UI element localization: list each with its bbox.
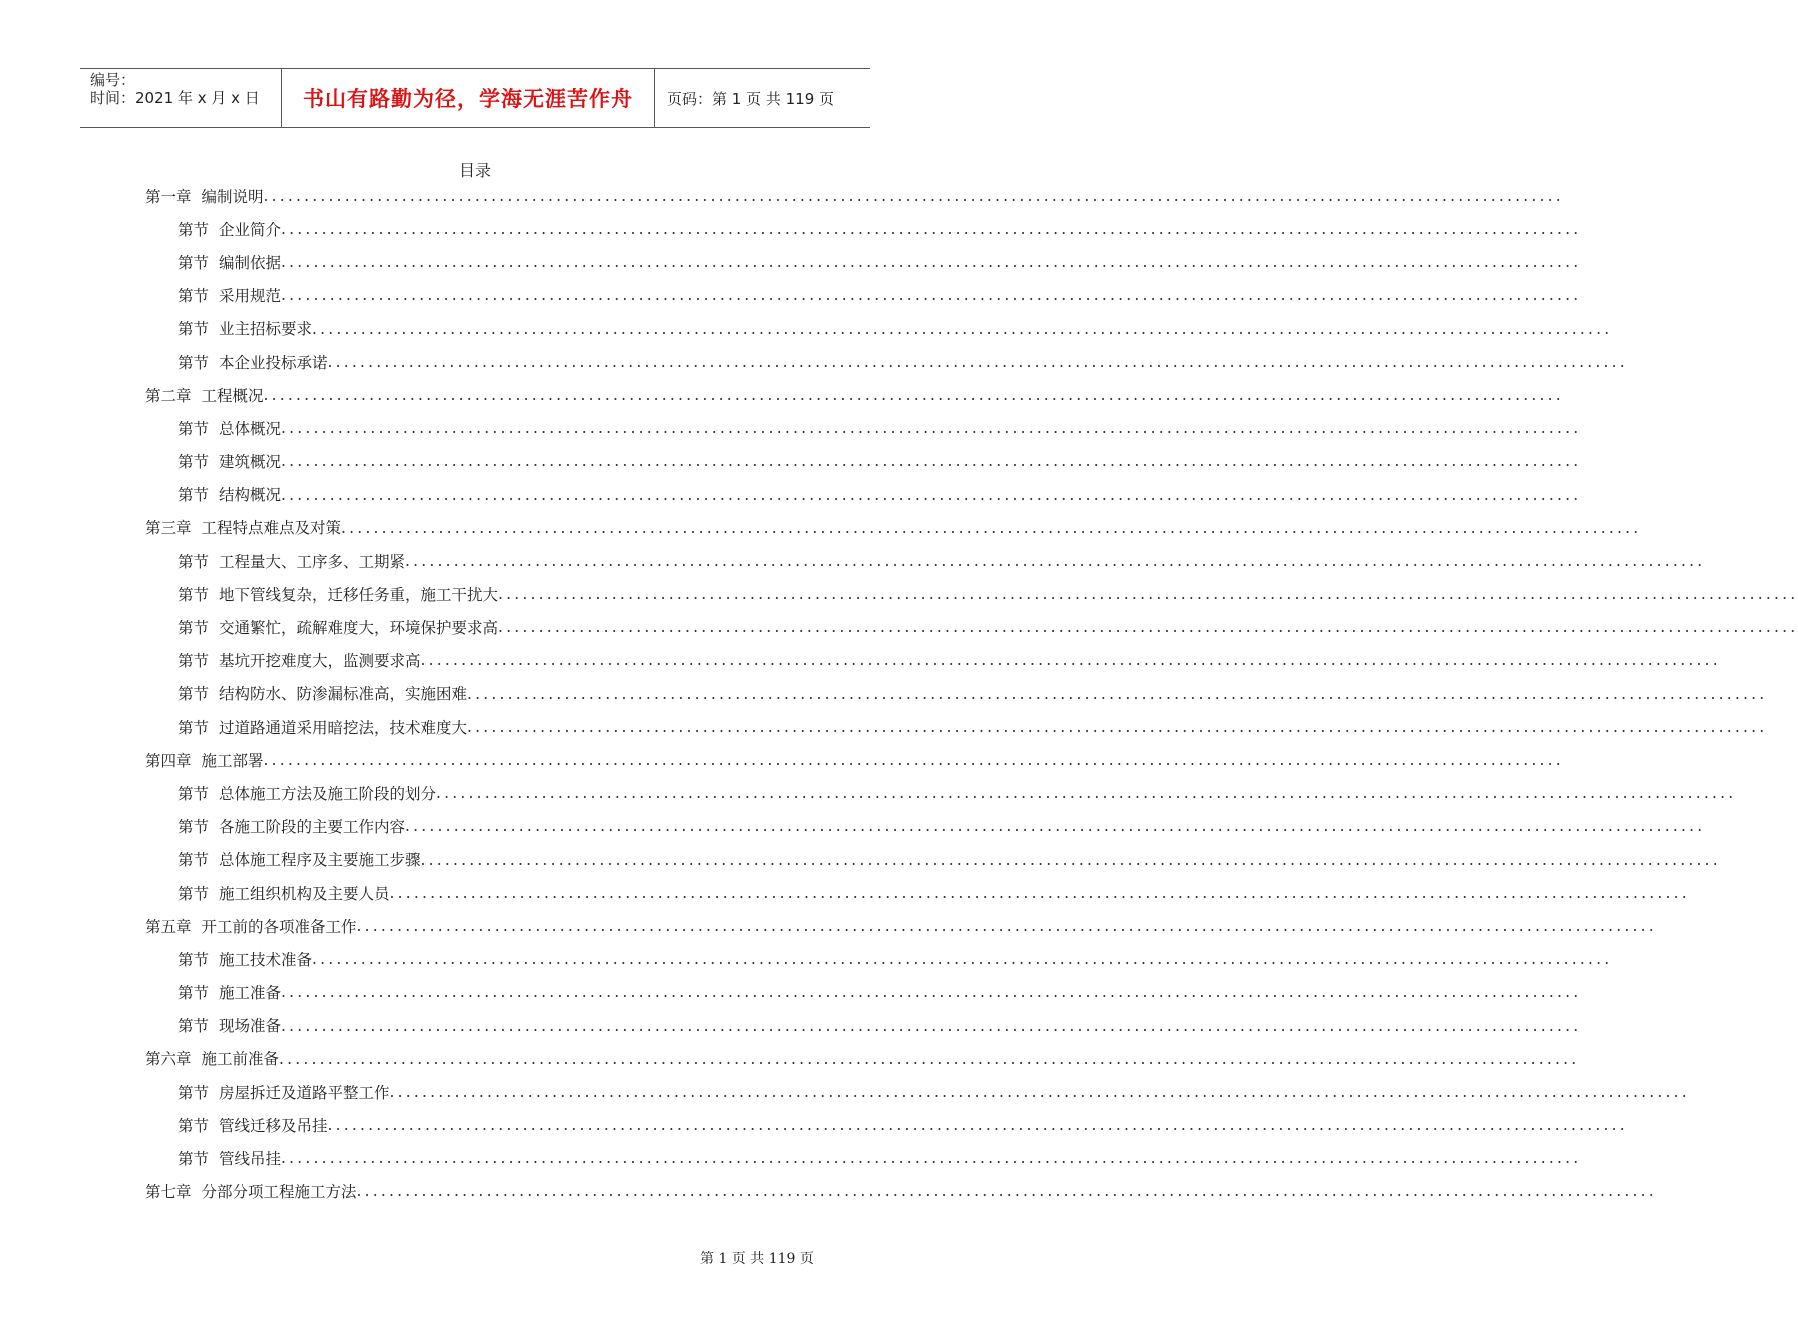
toc-entry-text: 过道路通道采用暗挖法，技术难度大 bbox=[219, 718, 468, 737]
toc-entry-number: 第节 bbox=[178, 287, 210, 306]
toc-section-entry[interactable] bbox=[0, 776, 1737, 809]
toc-entry-text: 现场准备 bbox=[219, 1017, 282, 1036]
toc-entry-text: 管线吊挂 bbox=[219, 1150, 282, 1169]
toc-entry-text: 工程概况 bbox=[201, 386, 264, 405]
toc-leader-dots: ................................................................................................................................................................ bbox=[467, 684, 1768, 703]
toc-entry-number: 第七章 bbox=[145, 1183, 192, 1202]
toc-entry-text: 各施工阶段的主要工作内容 bbox=[219, 818, 406, 837]
toc-entry-text: 施工技术准备 bbox=[219, 950, 313, 969]
toc-entry-label bbox=[178, 981, 281, 1003]
toc-leader-dots: ................................................................................................................................................................ bbox=[498, 618, 1798, 637]
toc-entry-number: 第一章 bbox=[145, 187, 192, 206]
toc-entry-text: 本企业投标承诺 bbox=[219, 353, 328, 372]
toc-section-entry[interactable] bbox=[0, 810, 1706, 843]
toc-entry-number: 第节 bbox=[178, 784, 210, 803]
toc-leader-dots: ................................................................................................................................................................ bbox=[281, 419, 1582, 438]
toc-entry-number: 第节 bbox=[178, 486, 210, 505]
toc-entry-text: 管线迁移及吊挂 bbox=[219, 1116, 328, 1135]
toc-leader-dots: ................................................................................................................................................................ bbox=[420, 850, 1721, 869]
toc-chapter-entry[interactable] bbox=[0, 1175, 1657, 1208]
toc-entry-number: 第节 bbox=[178, 320, 210, 339]
toc-leader-dots: ................................................................................................................................................................ bbox=[279, 1049, 1580, 1068]
toc-entry-label bbox=[178, 848, 421, 870]
toc-entry-number: 第节 bbox=[178, 718, 210, 737]
toc-entry-text: 工程特点难点及对策 bbox=[201, 519, 342, 538]
toc-entry-label bbox=[178, 882, 390, 904]
toc-entry-label bbox=[145, 1047, 279, 1069]
toc-entry-number: 第节 bbox=[178, 353, 210, 372]
toc-entry-number: 第节 bbox=[178, 453, 210, 472]
toc-section-entry[interactable] bbox=[0, 445, 1582, 478]
toc-section-entry[interactable] bbox=[0, 644, 1721, 677]
toc-entry-label bbox=[178, 815, 405, 837]
toc-entry-label bbox=[178, 417, 281, 439]
toc-entry-number: 第节 bbox=[178, 253, 210, 272]
toc-chapter-entry[interactable] bbox=[0, 743, 1564, 776]
toc-entry-label bbox=[178, 1114, 328, 1136]
toc-entry-number: 第节 bbox=[178, 652, 210, 671]
toc-section-entry[interactable] bbox=[0, 345, 1628, 378]
toc-section-entry[interactable] bbox=[0, 411, 1582, 444]
page-footer: 第 1 页 共 119 页 bbox=[700, 1251, 814, 1267]
toc-section-entry[interactable] bbox=[0, 876, 1690, 909]
toc-entry-label bbox=[145, 749, 264, 771]
toc-section-entry[interactable] bbox=[0, 843, 1721, 876]
toc-entry-label bbox=[178, 1147, 281, 1169]
header-motto: 书山有路勤为径，学海无涯苦作舟 bbox=[282, 69, 655, 127]
toc-entry-text: 施工准备 bbox=[219, 984, 282, 1003]
toc-entry-label bbox=[178, 782, 436, 804]
toc-entry-label bbox=[178, 649, 421, 671]
toc-entry-number: 第六章 bbox=[145, 1050, 192, 1069]
toc-leader-dots: ................................................................................................................................................................ bbox=[327, 1116, 1628, 1135]
toc-entry-label bbox=[178, 682, 467, 704]
toc-entry-text: 施工前准备 bbox=[201, 1050, 280, 1069]
document-time: 时间：2021 年 x 月 x 日 bbox=[90, 89, 260, 107]
toc-entry-number: 第三章 bbox=[145, 519, 192, 538]
toc-entry-number: 第四章 bbox=[145, 751, 192, 770]
toc-entry-label bbox=[178, 616, 498, 638]
page-header bbox=[80, 68, 870, 128]
toc-entry-number: 第节 bbox=[178, 1150, 210, 1169]
toc-leader-dots: ................................................................................................................................................................ bbox=[281, 253, 1582, 272]
toc-entry-number: 第节 bbox=[178, 950, 210, 969]
toc-leader-dots: ................................................................................................................................................................ bbox=[436, 784, 1737, 803]
document-number-label: 编号： bbox=[90, 71, 136, 89]
toc-leader-dots: ................................................................................................................................................................ bbox=[281, 220, 1582, 239]
toc-entry-text: 基坑开挖难度大，监测要求高 bbox=[219, 652, 421, 671]
toc-section-entry[interactable] bbox=[0, 577, 1798, 610]
toc-section-entry[interactable] bbox=[0, 942, 1613, 975]
toc-leader-dots: ................................................................................................................................................................ bbox=[263, 186, 1564, 205]
toc-leader-dots: ................................................................................................................................................................ bbox=[263, 751, 1564, 770]
toc-entry-number: 第节 bbox=[178, 419, 210, 438]
toc-entry-number: 第节 bbox=[178, 1116, 210, 1135]
toc-entry-text: 编制说明 bbox=[201, 187, 264, 206]
toc-entry-label bbox=[178, 1014, 281, 1036]
toc-entry-label bbox=[178, 450, 281, 472]
toc-leader-dots: ................................................................................................................................................................ bbox=[389, 1082, 1690, 1101]
toc-entry-label bbox=[178, 351, 328, 373]
table-of-contents bbox=[0, 179, 1798, 1208]
toc-leader-dots: ................................................................................................................................................................ bbox=[281, 1016, 1582, 1035]
toc-entry-text: 总体概况 bbox=[219, 419, 282, 438]
toc-leader-dots: ................................................................................................................................................................ bbox=[281, 485, 1582, 504]
toc-section-entry[interactable] bbox=[0, 976, 1582, 1009]
toc-entry-text: 编制依据 bbox=[219, 253, 282, 272]
toc-entry-label bbox=[178, 317, 312, 339]
toc-entry-number: 第节 bbox=[178, 851, 210, 870]
toc-entry-label bbox=[178, 218, 281, 240]
toc-section-entry[interactable] bbox=[0, 1141, 1582, 1174]
toc-chapter-entry[interactable] bbox=[0, 179, 1564, 212]
toc-leader-dots: ................................................................................................................................................................ bbox=[467, 717, 1768, 736]
toc-entry-number: 第节 bbox=[178, 1017, 210, 1036]
header-page-info: 页码：第 1 页 共 119 页 bbox=[667, 89, 835, 108]
toc-entry-number: 第节 bbox=[178, 1083, 210, 1102]
header-meta bbox=[80, 69, 282, 127]
toc-entry-label bbox=[178, 550, 405, 572]
toc-entry-label bbox=[145, 1180, 357, 1202]
toc-entry-number: 第五章 bbox=[145, 917, 192, 936]
toc-leader-dots: ................................................................................................................................................................ bbox=[389, 883, 1690, 902]
toc-entry-label bbox=[178, 1081, 390, 1103]
toc-leader-dots: ................................................................................................................................................................ bbox=[341, 518, 1642, 537]
toc-entry-number: 第节 bbox=[178, 619, 210, 638]
toc-leader-dots: ................................................................................................................................................................ bbox=[281, 286, 1582, 305]
toc-leader-dots: ................................................................................................................................................................ bbox=[312, 950, 1613, 969]
toc-section-entry[interactable] bbox=[0, 1075, 1690, 1108]
toc-entry-number: 第节 bbox=[178, 585, 210, 604]
toc-leader-dots: ................................................................................................................................................................ bbox=[356, 916, 1657, 935]
toc-entry-text: 业主招标要求 bbox=[219, 320, 313, 339]
toc-entry-label bbox=[145, 516, 341, 538]
toc-entry-number: 第节 bbox=[178, 818, 210, 837]
toc-section-entry[interactable] bbox=[0, 710, 1768, 743]
toc-entry-number: 第节 bbox=[178, 220, 210, 239]
toc-leader-dots: ................................................................................................................................................................ bbox=[420, 651, 1721, 670]
toc-entry-text: 结构概况 bbox=[219, 486, 282, 505]
toc-entry-text: 建筑概况 bbox=[219, 453, 282, 472]
toc-section-entry[interactable] bbox=[0, 610, 1798, 643]
toc-entry-text: 总体施工程序及主要施工步骤 bbox=[219, 851, 421, 870]
toc-entry-label bbox=[178, 483, 281, 505]
toc-entry-text: 工程量大、工序多、工期紧 bbox=[219, 552, 406, 571]
toc-leader-dots: ................................................................................................................................................................ bbox=[405, 551, 1706, 570]
toc-entry-label bbox=[178, 948, 312, 970]
toc-leader-dots: ................................................................................................................................................................ bbox=[356, 1182, 1657, 1201]
toc-leader-dots: ................................................................................................................................................................ bbox=[498, 585, 1798, 604]
toc-entry-text: 总体施工方法及施工阶段的划分 bbox=[219, 784, 437, 803]
toc-leader-dots: ................................................................................................................................................................ bbox=[405, 817, 1706, 836]
toc-section-entry[interactable] bbox=[0, 245, 1582, 278]
toc-entry-text: 分部分项工程施工方法 bbox=[201, 1183, 357, 1202]
toc-section-entry[interactable] bbox=[0, 1108, 1628, 1141]
toc-entry-text: 施工组织机构及主要人员 bbox=[219, 884, 390, 903]
toc-entry-label bbox=[145, 915, 357, 937]
toc-leader-dots: ................................................................................................................................................................ bbox=[281, 983, 1582, 1002]
toc-entry-text: 交通繁忙，疏解难度大，环境保护要求高 bbox=[219, 619, 499, 638]
toc-entry-text: 地下管线复杂，迁移任务重，施工干扰大 bbox=[219, 585, 499, 604]
toc-section-entry[interactable] bbox=[0, 478, 1582, 511]
toc-entry-text: 开工前的各项准备工作 bbox=[201, 917, 357, 936]
toc-leader-dots: ................................................................................................................................................................ bbox=[327, 352, 1628, 371]
toc-leader-dots: ................................................................................................................................................................ bbox=[312, 319, 1613, 338]
toc-entry-text: 施工部署 bbox=[201, 751, 264, 770]
toc-leader-dots: ................................................................................................................................................................ bbox=[281, 1149, 1582, 1168]
toc-section-entry[interactable] bbox=[0, 279, 1582, 312]
toc-section-entry[interactable] bbox=[0, 1009, 1582, 1042]
toc-section-entry[interactable] bbox=[0, 544, 1706, 577]
toc-section-entry[interactable] bbox=[0, 312, 1613, 345]
toc-entry-label bbox=[178, 716, 467, 738]
toc-section-entry[interactable] bbox=[0, 212, 1582, 245]
toc-chapter-entry[interactable] bbox=[0, 378, 1564, 411]
toc-entry-label bbox=[145, 185, 264, 207]
toc-chapter-entry[interactable] bbox=[0, 511, 1642, 544]
toc-title: 目录 bbox=[458, 161, 491, 180]
toc-entry-text: 采用规范 bbox=[219, 287, 282, 306]
toc-entry-text: 企业简介 bbox=[219, 220, 282, 239]
toc-entry-number: 第节 bbox=[178, 552, 210, 571]
toc-leader-dots: ................................................................................................................................................................ bbox=[281, 452, 1582, 471]
toc-entry-number: 第节 bbox=[178, 685, 210, 704]
toc-entry-text: 结构防水、防渗漏标准高，实施困难 bbox=[219, 685, 468, 704]
toc-entry-text: 房屋拆迁及道路平整工作 bbox=[219, 1083, 390, 1102]
toc-section-entry[interactable] bbox=[0, 677, 1768, 710]
toc-chapter-entry[interactable] bbox=[0, 1042, 1580, 1075]
toc-entry-label bbox=[145, 384, 264, 406]
toc-entry-label bbox=[178, 583, 498, 605]
toc-leader-dots: ................................................................................................................................................................ bbox=[263, 385, 1564, 404]
toc-entry-label bbox=[178, 251, 281, 273]
toc-entry-number: 第节 bbox=[178, 984, 210, 1003]
toc-chapter-entry[interactable] bbox=[0, 909, 1657, 942]
toc-entry-number: 第节 bbox=[178, 884, 210, 903]
toc-entry-number: 第二章 bbox=[145, 386, 192, 405]
toc-entry-label bbox=[178, 284, 281, 306]
